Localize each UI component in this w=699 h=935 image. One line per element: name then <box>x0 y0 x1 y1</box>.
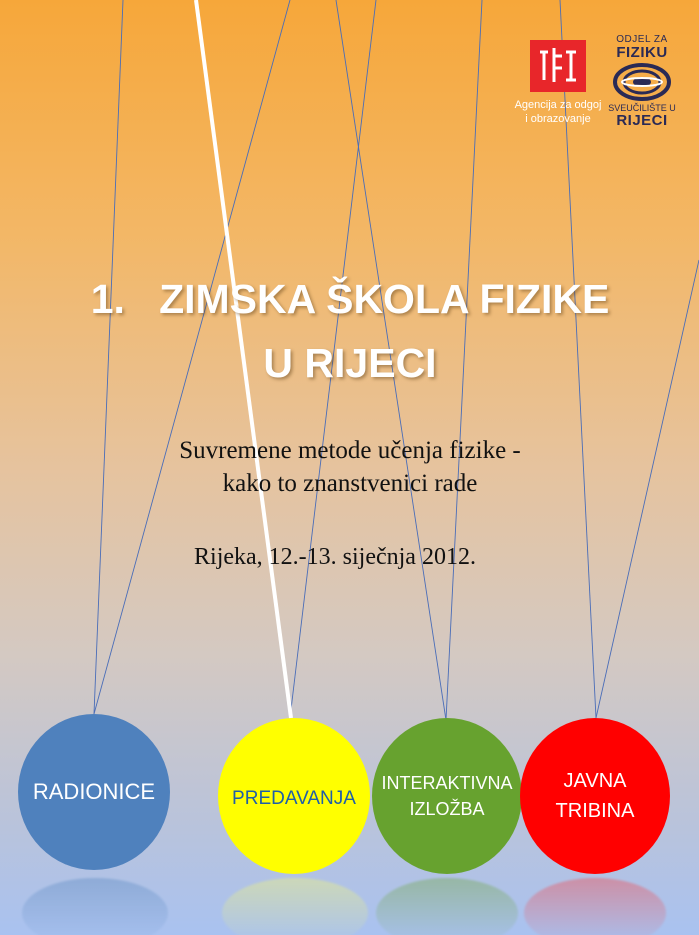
topic-circle-tribina <box>520 718 670 874</box>
atom-orbit-icon <box>612 62 672 102</box>
department-logo <box>606 34 678 128</box>
agency-name-line2: i obrazovanje <box>525 113 591 125</box>
topic-label: RADIONICE <box>32 779 156 804</box>
title-line-2: U RIJECI <box>263 340 437 386</box>
subtitle-line-2: kako to znanstvenici rade <box>222 470 478 497</box>
topic-label-line1: JAVNA <box>563 770 627 792</box>
department-name-line1: ODJEL ZA <box>616 34 668 45</box>
title-line-1: 1. ZIMSKA ŠKOLA FIZIKE <box>90 276 610 322</box>
topic-label-line1: INTERAKTIVNA <box>381 773 513 793</box>
topic-circle-izlozba <box>372 718 522 874</box>
event-date: Rijeka, 12.-13. siječnja 2012. <box>194 544 476 570</box>
agency-name-line1: Agencija za odgoj <box>514 99 602 111</box>
topic-circle-predavanja <box>218 718 370 874</box>
topic-label: PREDAVANJA <box>232 788 356 809</box>
department-name-line2: FIZIKU <box>616 44 668 61</box>
department-name-line3: SVEUČILIŠTE U <box>608 103 676 113</box>
topic-label-line2: IZLOŽBA <box>409 799 485 819</box>
agency-logo-icon <box>530 40 586 92</box>
department-name-line4: RIJECI <box>616 112 668 129</box>
topic-circle-radionice <box>18 714 170 870</box>
subtitle-line-1: Suvremene metode učenja fizike - <box>179 437 521 464</box>
topic-label-line2: TRIBINA <box>555 800 635 822</box>
agency-logo <box>507 40 609 126</box>
